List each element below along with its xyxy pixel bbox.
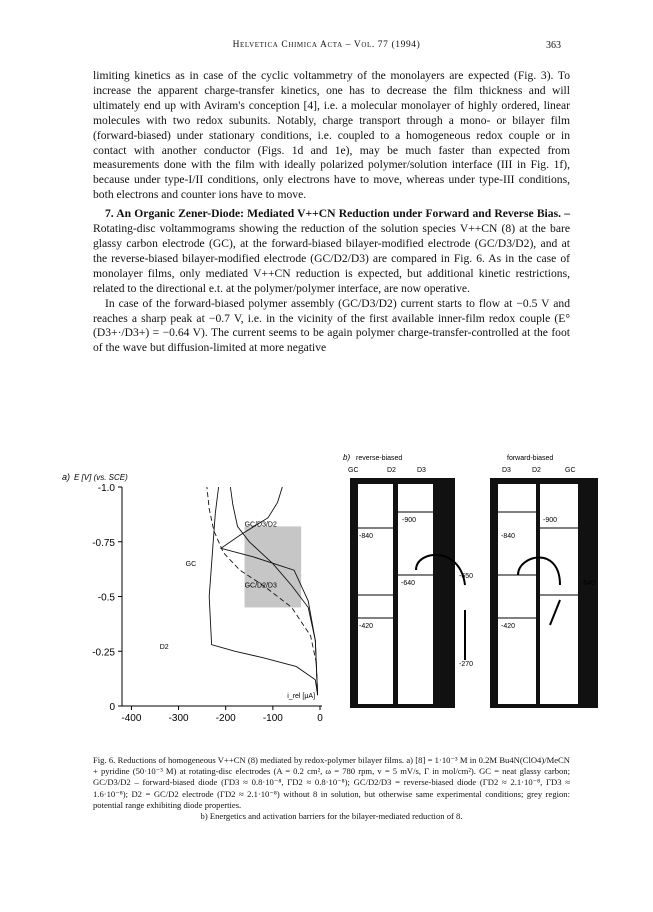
- figure-caption: [93, 755, 570, 822]
- reverse-d2-layer: [358, 484, 393, 704]
- y-tick-label: 0: [109, 702, 115, 713]
- x-tick-label: -200: [215, 713, 236, 724]
- x-axis-label: i_rel [μA]: [287, 693, 316, 700]
- energy-value: -420: [501, 623, 516, 630]
- energy-value: -840: [501, 533, 516, 540]
- species-label: D2: [532, 467, 541, 474]
- species-label: D3: [417, 467, 426, 474]
- energy-value: -900: [543, 517, 558, 524]
- panel-a-label: a): [62, 472, 71, 482]
- figure-6-svg: [60, 450, 600, 740]
- x-tick-label: -400: [121, 713, 142, 724]
- species-label: GC: [348, 467, 359, 474]
- running-header: [0, 40, 653, 54]
- energy-value: -640: [581, 580, 596, 587]
- y-tick-label: -0.5: [97, 592, 115, 604]
- species-label: D2: [387, 467, 396, 474]
- x-tick-label: -300: [168, 713, 189, 724]
- y-tick-label: -0.75: [92, 537, 115, 549]
- curve-label: D2: [159, 644, 169, 652]
- section-heading: 7. An Organic Zener-Diode: Mediated V++CN Reduction under Forward and Reverse Bias. –: [105, 207, 570, 221]
- species-label: D3: [502, 467, 511, 474]
- paragraph-2: Rotating-disc voltammograms showing the reduction of the solution species V++CN (8) at the bare glassy carbon electrode (GC), at the forward-biased bilayer-modified electrode (GC/D3/D2), and at the reverse-biased bilayer-modified electrode (GC/D2/D3) are compared in Fig. 6. As in the case of monolayer films, only mediated V++CN reduction is expected, but additional kinetic restrictions, related to the directional e.t. at the polymer/polymer interface, are now operative.: [93, 222, 570, 295]
- paragraph-3: In case of the forward-biased polymer assembly (GC/D3/D2) current starts to flow at −0.5 V and reaches a sharp peak at −0.7 V, i.e. in the vicinity of the first available inner-film redox couple (E°(D3+·/D3+) = −0.64 V). The current seems to be again polymer charge-transfer-controlled at the foot of the wave but diffusion-limited at more negative: [93, 296, 570, 355]
- curve-label: GC/D2/D3: [244, 582, 277, 590]
- species-label: GC: [565, 467, 576, 474]
- caption-main: Fig. 6. Reductions of homogeneous V++CN (8) mediated by redox-polymer bilayer films. a) [8] = 1·10⁻³ M in 0.2M Bu4N(ClO4)/MeCN + pyridine (50·10⁻³ M) at rotating-disc electrodes (A = 0.2 cm², ω = 780 rpm, v = 5 mV/s, Γ in mol/cm²). GC = neat glassy carbon; GC/D3/D2 – forward-biased diode (ΓD3 ≈ 0.8·10⁻⁸, ΓD2 ≈ 0.8·10⁻⁸); GC/D2/D3 = reverse-biased diode (ΓD2 ≈ 2.1·10⁻⁸, ΓD3 ≈ 1.6·10⁻⁸); D2 = GC/D2 electrode (ΓD2 ≈ 2.1·10⁻⁸) without 8 in solution, but otherwise same experimental conditions; grey region: potential range exhibiting diode properties.: [93, 755, 570, 810]
- figure-6: [60, 450, 600, 740]
- journal-title: Helvetica Chimica Acta – Vol. 77 (1994): [232, 40, 421, 50]
- forward-d3-layer: [498, 484, 536, 704]
- reverse-biased-label: reverse-biased: [356, 455, 403, 462]
- energy-value: -840: [359, 533, 374, 540]
- energy-value: -640: [401, 580, 416, 587]
- y-tick-label: -0.25: [92, 647, 115, 659]
- curve-label: GC/D3/D2: [244, 521, 277, 529]
- energy-value: -900: [402, 517, 417, 524]
- y-tick-label: -1.0: [97, 483, 115, 494]
- section-7: [93, 207, 570, 296]
- caption-b: b) Energetics and activation barriers for the bilayer-mediated reduction of 8.: [200, 811, 463, 822]
- body-text: [93, 69, 570, 356]
- energy-value: -650: [459, 573, 474, 580]
- x-tick-label: 0: [317, 713, 323, 724]
- panel-b-label: b): [343, 453, 351, 462]
- shaded-region: [245, 526, 302, 607]
- energy-value: -270: [459, 661, 474, 668]
- page-number: 363: [546, 40, 561, 51]
- forward-biased-label: forward-biased: [507, 455, 554, 462]
- x-tick-label: -100: [262, 713, 283, 724]
- energy-diagram: [348, 467, 598, 708]
- y-axis-label: E [V] (vs. SCE): [74, 473, 128, 482]
- plot-a: [92, 483, 323, 724]
- energy-value: -420: [359, 623, 374, 630]
- paragraph-1: limiting kinetics as in case of the cyclic voltammetry of the monolayers are expected (Fig. 3). To increase the apparent charge-transfer kinetics, one has to decrease the film thickness and will ultimately end up with Aviram's conception [4], i.e. a molecular monolayer of highly ordered, linear molecules with two redox subunits. Notably, charge transport through a mono- or bilayer film (forward-biased) under stationary conditions, i.e. coupled to a homogeneous redox couple or in contact with another conductor (Figs. 1d and 1e), may be much faster than expected from measurements done with the film with ideally polarized polymer/solution interface (III in Fig. 1f), because under type-I/II conditions, only electrons have to move, whereas under type-III conditions, both electrons and counter ions have to move.: [93, 69, 570, 202]
- curve-label: GC: [185, 560, 197, 568]
